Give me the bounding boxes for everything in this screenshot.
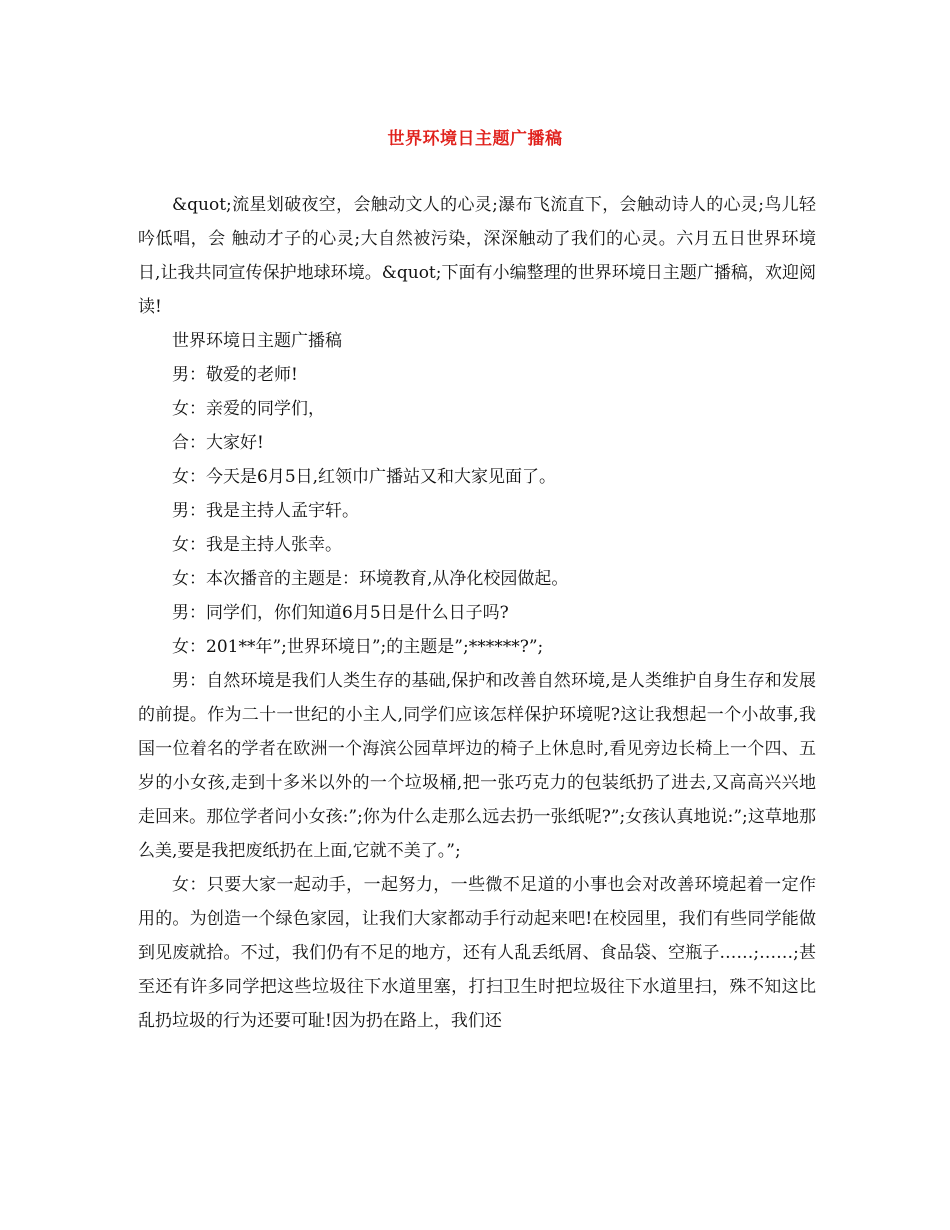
dialogue-line: 男：敬爱的老师! bbox=[172, 365, 298, 385]
dialogue-line: 女：亲爱的同学们， bbox=[172, 399, 325, 419]
dialogue-line: 男：我是主持人孟宇轩。 bbox=[172, 501, 359, 521]
dialogue-line: 女：我是主持人张幸。 bbox=[172, 535, 342, 555]
dialogue-paragraph: 男：自然环境是我们人类生存的基础,保护和改善自然环境,是人类维护自身生存和发展的前提。作为二十一世纪的小主人,同学们应该怎样保护环境呢?这让我想起一个小故事,我国一位着名的学者在欧洲一个海滨公园草坪边的椅子上休息时,看见旁边长椅上一个四、五岁的小女孩,走到十多米以外的一个垃圾桶,把一张巧克力的包装纸扔了进去,又高高兴兴地走回来。那位学者问小女孩:”;你为什么走那么远去扔一张纸呢?”;女孩认真地说:”;这草地那么美,要是我把废纸扔在上面,它就不美了。”; bbox=[138, 671, 816, 861]
dialogue-line: 女：201**年”;世界环境日”;的主题是”;******?”; bbox=[172, 637, 544, 657]
dialogue-line: 男：同学们，你们知道6月5日是什么日子吗? bbox=[172, 603, 509, 623]
document-title: 世界环境日主题广播稿 bbox=[387, 129, 563, 149]
dialogue-paragraph: 女：只要大家一起动手，一起努力，一些微不足道的小事也会对改善环境起着一定作用的。为创造一个绿色家园，让我们大家都动手行动起来吧!在校园里，我们有些同学能做到见废就拾。不过，我们仍有不足的地方，还有人乱丢纸屑、食品袋、空瓶子……;……;甚至还有许多同学把这些垃圾往下水道里塞，打扫卫生时把垃圾往下水道里扫，殊不知这比乱扔垃圾的行为还要可耻!因为扔在路上，我们还 bbox=[138, 875, 816, 1031]
dialogue-line: 合：大家好! bbox=[172, 433, 264, 453]
paragraph-subtitle: 世界环境日主题广播稿 bbox=[172, 331, 342, 351]
dialogue-line: 女：今天是6月5日,红领巾广播站又和大家见面了。 bbox=[172, 467, 557, 487]
dialogue-line: 女：本次播音的主题是：环境教育,从净化校园做起。 bbox=[172, 569, 569, 589]
document-body bbox=[138, 188, 816, 1038]
paragraph-intro: &quot;流星划破夜空，会触动文人的心灵;瀑布飞流直下，会触动诗人的心灵;鸟儿轻吟低唱，会 触动才子的心灵;大自然被污染，深深触动了我们的心灵。六月五日世界环境日,让我共同宣传保护地球环境。&quot;下面有小编整理的世界环境日主题广播稿，欢迎阅读! bbox=[138, 195, 816, 317]
